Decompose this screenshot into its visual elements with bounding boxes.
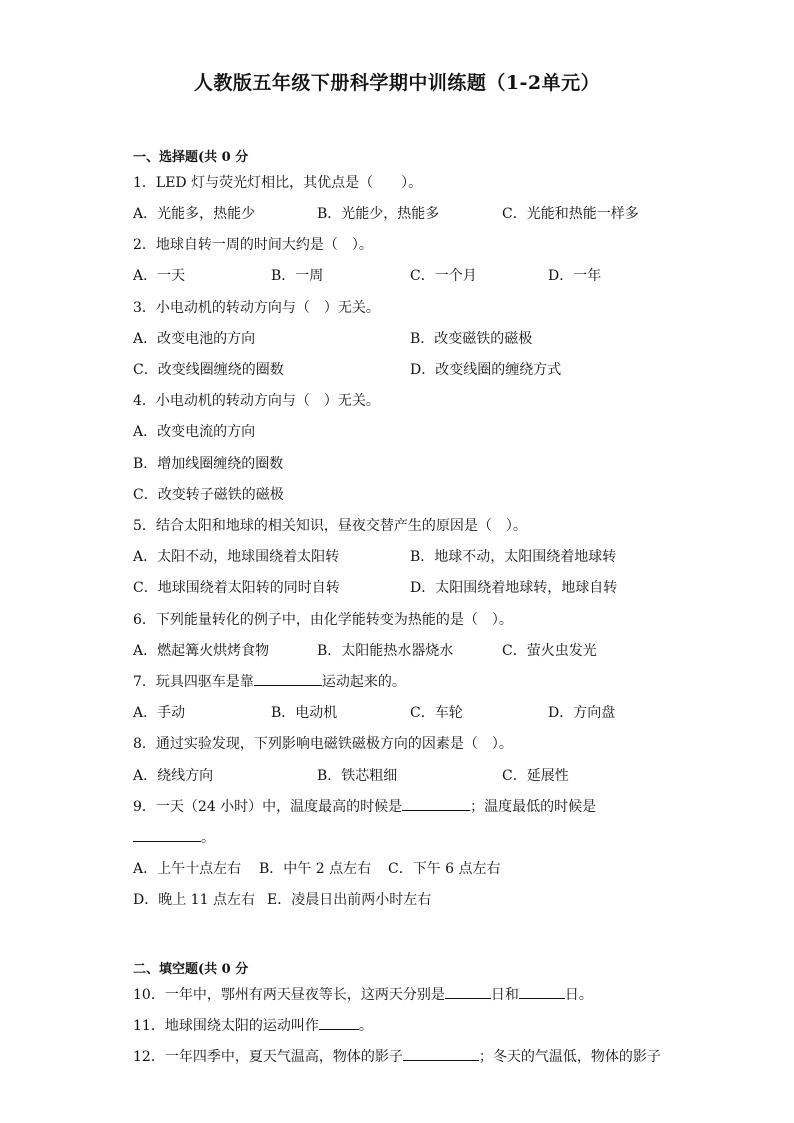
question-5-option-c: C．地球围绕着太阳转的同时自转 xyxy=(133,580,340,596)
question-2-stem: 2．地球自转一周的时间大约是（ ）。 xyxy=(133,237,373,253)
question-2-option-a: A．一天 xyxy=(133,268,186,284)
question-7-option-b: B．电动机 xyxy=(271,705,338,721)
question-5-option-b: B．地球不动，太阳围绕着地球转 xyxy=(410,549,617,565)
question-8-option-a: A．绕线方向 xyxy=(133,768,214,784)
question-7-stem xyxy=(133,671,406,691)
question-8-option-b: B．铁芯粗细 xyxy=(317,768,398,784)
question-6-option-c: C．萤火虫发光 xyxy=(502,643,597,659)
question-5-option-a: A．太阳不动，地球围绕着太阳转 xyxy=(133,549,340,565)
question-9-option-c: C．下午 6 点左右 xyxy=(388,861,501,877)
question-10-mid: 日和 xyxy=(490,987,519,1003)
question-9-stem-cont xyxy=(133,827,215,847)
question-3-option-d: D．改变线圈的缠绕方式 xyxy=(410,362,562,378)
question-6-stem: 6．下列能量转化的例子中，由化学能转变为热能的是（ ）。 xyxy=(133,612,513,628)
question-11-stem xyxy=(133,1015,373,1035)
question-9-stem-end: 。 xyxy=(201,830,215,846)
answer-blank[interactable] xyxy=(519,984,565,999)
answer-blank[interactable] xyxy=(445,984,491,999)
question-7-stem-pre: 7．玩具四驱车是靠 xyxy=(133,674,254,690)
section-heading-choice: 一、选择题(共 0 分 xyxy=(133,150,249,165)
question-9-option-d: D．晚上 11 点左右 xyxy=(133,892,255,908)
question-4-option-b: B．增加线圈缠绕的圈数 xyxy=(133,456,284,472)
question-12-pre: 12．一年四季中，夏天气温高，物体的影子 xyxy=(133,1049,403,1065)
question-1-option-a: A．光能多，热能少 xyxy=(133,206,256,222)
question-6-option-a: A．燃起篝火烘烤食物 xyxy=(133,643,270,659)
question-9-stem-pre: 9．一天（24 小时）中，温度最高的时候是 xyxy=(133,799,403,815)
answer-blank[interactable] xyxy=(133,827,201,842)
question-9-option-e: E．凌晨日出前两小时左右 xyxy=(267,892,432,908)
answer-blank[interactable] xyxy=(319,1015,359,1030)
question-4-option-c: C．改变转子磁铁的磁极 xyxy=(133,487,284,503)
question-5-option-d: D．太阳围绕着地球转，地球自转 xyxy=(410,580,618,596)
section-heading-fill: 二、填空题(共 0 分 xyxy=(133,962,249,977)
answer-blank[interactable] xyxy=(402,796,470,811)
question-8-stem: 8．通过实验发现，下列影响电磁铁磁极方向的因素是（ ）。 xyxy=(133,736,513,752)
question-12-post: ；冬天的气温低，物体的影子 xyxy=(478,1049,661,1065)
question-7-option-d: D．方向盘 xyxy=(548,705,616,721)
question-8-option-c: C．延展性 xyxy=(502,768,569,784)
question-2-option-b: B．一周 xyxy=(271,268,324,284)
question-5-stem: 5．结合太阳和地球的相关知识，昼夜交替产生的原因是（ ）。 xyxy=(133,518,527,534)
question-2-option-d: D．一年 xyxy=(548,268,602,284)
question-3-stem: 3．小电动机的转动方向与（ ）无关。 xyxy=(133,300,380,316)
question-1-stem: 1．LED 灯与荧光灯相比，其优点是（ ）。 xyxy=(133,175,423,191)
question-11-post: 。 xyxy=(358,1018,373,1034)
question-9-option-b: B．中午 2 点左右 xyxy=(259,861,372,877)
question-3-option-c: C．改变线圈缠绕的圈数 xyxy=(133,362,284,378)
question-4-stem: 4．小电动机的转动方向与（ ）无关。 xyxy=(133,393,380,409)
question-7-option-a: A．手动 xyxy=(133,705,186,721)
question-4-option-a: A．改变电流的方向 xyxy=(133,424,256,440)
answer-blank[interactable] xyxy=(254,671,322,686)
answer-blank[interactable] xyxy=(403,1046,479,1061)
question-2-option-c: C．一个月 xyxy=(410,268,477,284)
question-9-stem-mid: ；温度最低的时候是 xyxy=(470,799,597,815)
question-1-option-b: B．光能少，热能多 xyxy=(317,206,440,222)
question-1-option-c: C．光能和热能一样多 xyxy=(502,206,639,222)
question-6-option-b: B．太阳能热水器烧水 xyxy=(317,643,454,659)
question-10-post: 日。 xyxy=(564,987,593,1003)
question-12-stem xyxy=(133,1046,661,1066)
question-7-stem-post: 运动起来的。 xyxy=(321,674,406,690)
question-9-option-a: A．上午十点左右 xyxy=(133,861,242,877)
question-10-stem xyxy=(133,984,593,1004)
question-9-stem xyxy=(133,796,596,816)
question-3-option-b: B．改变磁铁的磁极 xyxy=(410,331,533,347)
page-title: 人教版五年级下册科学期中训练题（1-2单元） xyxy=(193,72,601,94)
question-7-option-c: C．车轮 xyxy=(410,705,463,721)
question-3-option-a: A．改变电池的方向 xyxy=(133,331,256,347)
question-10-pre: 10．一年中，鄂州有两天昼夜等长，这两天分别是 xyxy=(133,987,445,1003)
question-11-pre: 11．地球围绕太阳的运动叫作 xyxy=(133,1018,319,1034)
